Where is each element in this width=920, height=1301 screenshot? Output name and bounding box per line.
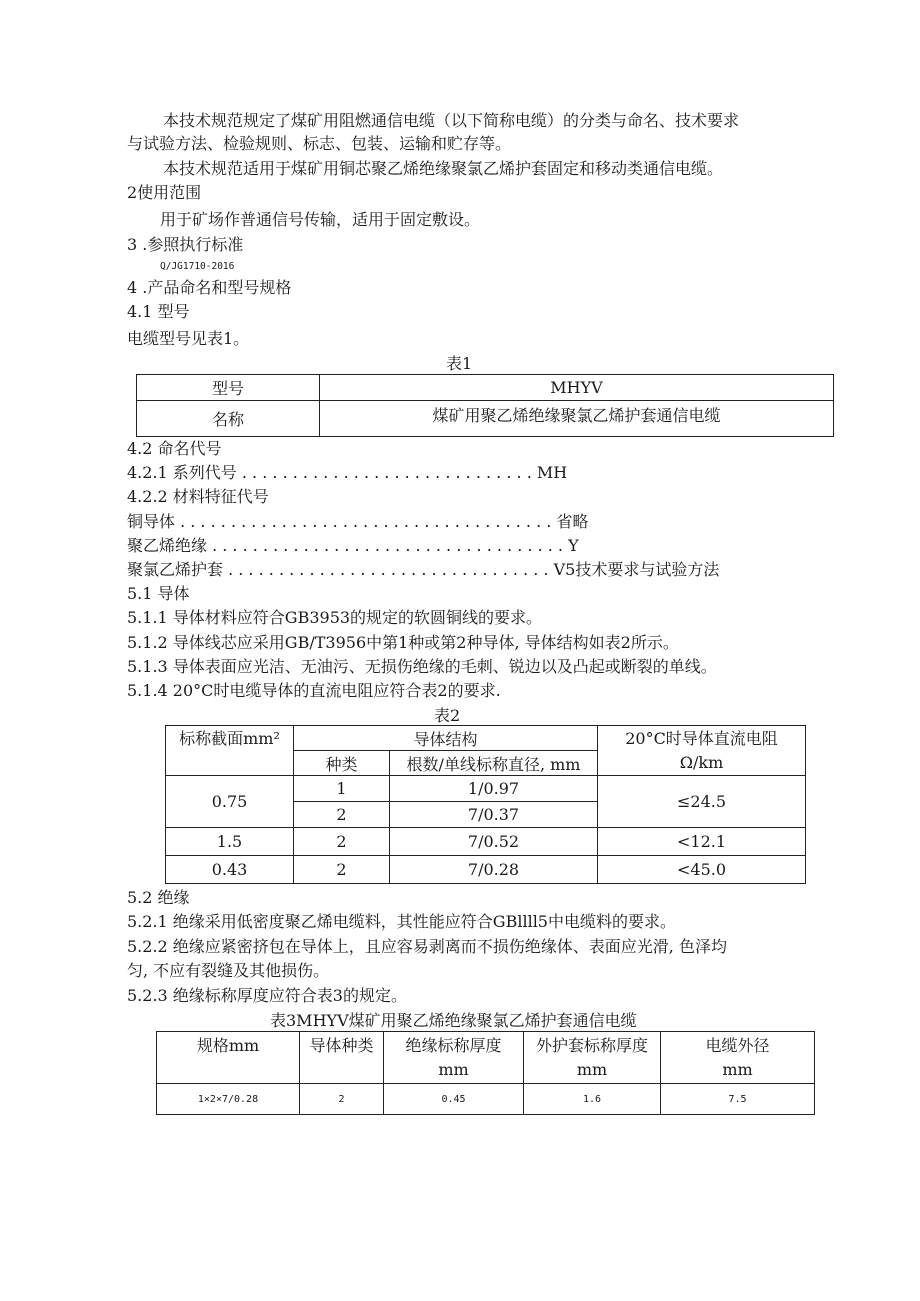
table-cell: MHYV [320,375,834,401]
table-cell: 1×2×7/0.28 [157,1084,300,1115]
table1-caption: 表1 [446,354,473,373]
section51-heading: 5.1 导体 [127,584,190,603]
table-cell: 7/0.52 [390,828,598,856]
table-cell: 煤矿用聚乙烯绝缘聚氯乙烯护套通信电缆 [320,401,834,437]
table-cell: 名称 [137,401,320,437]
table-row [157,1084,815,1115]
section513: 5.1.3 导体表面应光洁、无油污、无损伤绝缘的毛刺、锐边以及凸起或断裂的单线。 [127,657,717,676]
table-cell: 2 [294,856,390,884]
table-cell: 标称截面mm² [166,726,294,776]
table-cell: 2 [294,828,390,856]
section421: 4.2.1 系列代号 . . . . . . . . . . . . . . . . . . . . . . . . . . . . . MH [127,463,568,482]
section522-line1: 5.2.2 绝缘应紧密挤包在导体上，且应容易剥离而不损伤绝缘体、表面应光滑, 色泽均 [127,937,727,956]
section522-line2: 匀, 不应有裂缝及其他损伤。 [127,961,330,980]
table2-caption: 表2 [434,706,461,725]
table-cell: 1/0.97 [390,776,598,802]
table2 [165,725,806,884]
table-cell: 2 [300,1084,384,1115]
resistance-header-line1: 20°C时导体直流电阻 [625,728,778,748]
code-copper: 铜导体 . . . . . . . . . . . . . . . . . . . . . . . . . . . . . . . . . . . . . 省略 [127,512,589,531]
table-cell: 7/0.28 [390,856,598,884]
section41-heading: 4.1 型号 [127,302,190,321]
table3-caption: 表3MHYV煤矿用聚乙烯绝缘聚氯乙烯护套通信电缆 [270,1011,637,1030]
table-cell: 1.6 [524,1084,661,1115]
table-cell [524,1032,661,1084]
table-cell: 导体结构 [294,726,598,751]
section42-heading: 4.2 命名代号 [127,439,222,458]
section521: 5.2.1 绝缘采用低密度聚乙烯电缆料，其性能应符合GBllll5中电缆料的要求。 [127,912,676,931]
section41-text: 电缆型号见表1。 [127,329,250,348]
standard-code: Q/JG1710-2016 [160,261,235,272]
table-row [137,375,834,401]
section52-heading: 5.2 绝缘 [127,888,190,907]
insul-header-line1: 绝缘标称厚度 [405,1036,502,1055]
table-cell: 0.43 [166,856,294,884]
section511: 5.1.1 导体材料应符合GB3953的规定的软圆铜线的要求。 [127,608,543,627]
section422: 4.2.2 材料特征代号 [127,487,269,506]
table-row [166,828,806,856]
section2-heading: 2使用范围 [127,183,202,202]
table-cell [598,726,806,776]
intro-para2: 本技术规范适用于煤矿用铜芯聚乙烯绝缘聚氯乙烯护套固定和移动类通信电缆。 [163,159,724,178]
insul-header-line2: mm [438,1060,469,1079]
table1 [136,374,834,437]
od-header-line1: 电缆外径 [705,1036,770,1055]
table-cell [661,1032,815,1084]
section2-text: 用于矿场作普通信号传输，适用于固定敷设。 [160,210,481,229]
table-cell: 导体种类 [300,1032,384,1084]
table-cell: ≤24.5 [598,776,806,828]
table-row [166,726,806,751]
table-row [166,856,806,884]
table-cell: 2 [294,802,390,828]
table-cell: 种类 [294,751,390,776]
table-cell: 7/0.37 [390,802,598,828]
table-cell: <45.0 [598,856,806,884]
sheath-header-line2: mm [576,1060,608,1079]
section3-heading: 3 .参照执行标准 [127,235,244,254]
table-row [137,401,834,437]
table-row [166,776,806,802]
table-cell: 0.75 [166,776,294,828]
intro-para1-line1: 本技术规范规定了煤矿用阻燃通信电缆（以下简称电缆）的分类与命名、技术要求 [163,111,740,130]
od-header-line2: mm [722,1060,753,1079]
section512: 5.1.2 导体线芯应采用GB/T3956中第1种或第2种导体, 导体结构如表2所示。 [127,633,679,652]
table-cell: 7.5 [661,1084,815,1115]
table-cell: 根数/单线标称直径, mm [390,751,598,776]
table-cell: 1.5 [166,828,294,856]
table-cell: 0.45 [384,1084,524,1115]
table-cell: <12.1 [598,828,806,856]
code-pe: 聚乙烯绝缘 . . . . . . . . . . . . . . . . . . . . . . . . . . . . . . . . . . . Y [127,536,579,555]
section4-heading: 4 .产品命名和型号规格 [127,278,292,297]
intro-para1-line2: 与试验方法、检验规则、标志、包装、运输和贮存等。 [127,134,512,153]
table-row [157,1032,815,1084]
table3 [156,1031,815,1115]
table-cell: 型号 [137,375,320,401]
section514: 5.1.4 20°C时电缆导体的直流电阻应符合表2的要求. [127,681,501,700]
table-cell: 规格mm [157,1032,300,1084]
section523: 5.2.3 绝缘标称厚度应符合表3的规定。 [127,986,407,1005]
code-pvc: 聚氯乙烯护套 . . . . . . . . . . . . . . . . . . . . . . . . . . . . . . . . V5技术要求与试验方法 [127,560,720,579]
sheath-header-line1: 外护套标称厚度 [535,1036,648,1055]
table-cell [384,1032,524,1084]
resistance-header-line2: Ω/km [679,752,724,772]
table-cell: 1 [294,776,390,802]
